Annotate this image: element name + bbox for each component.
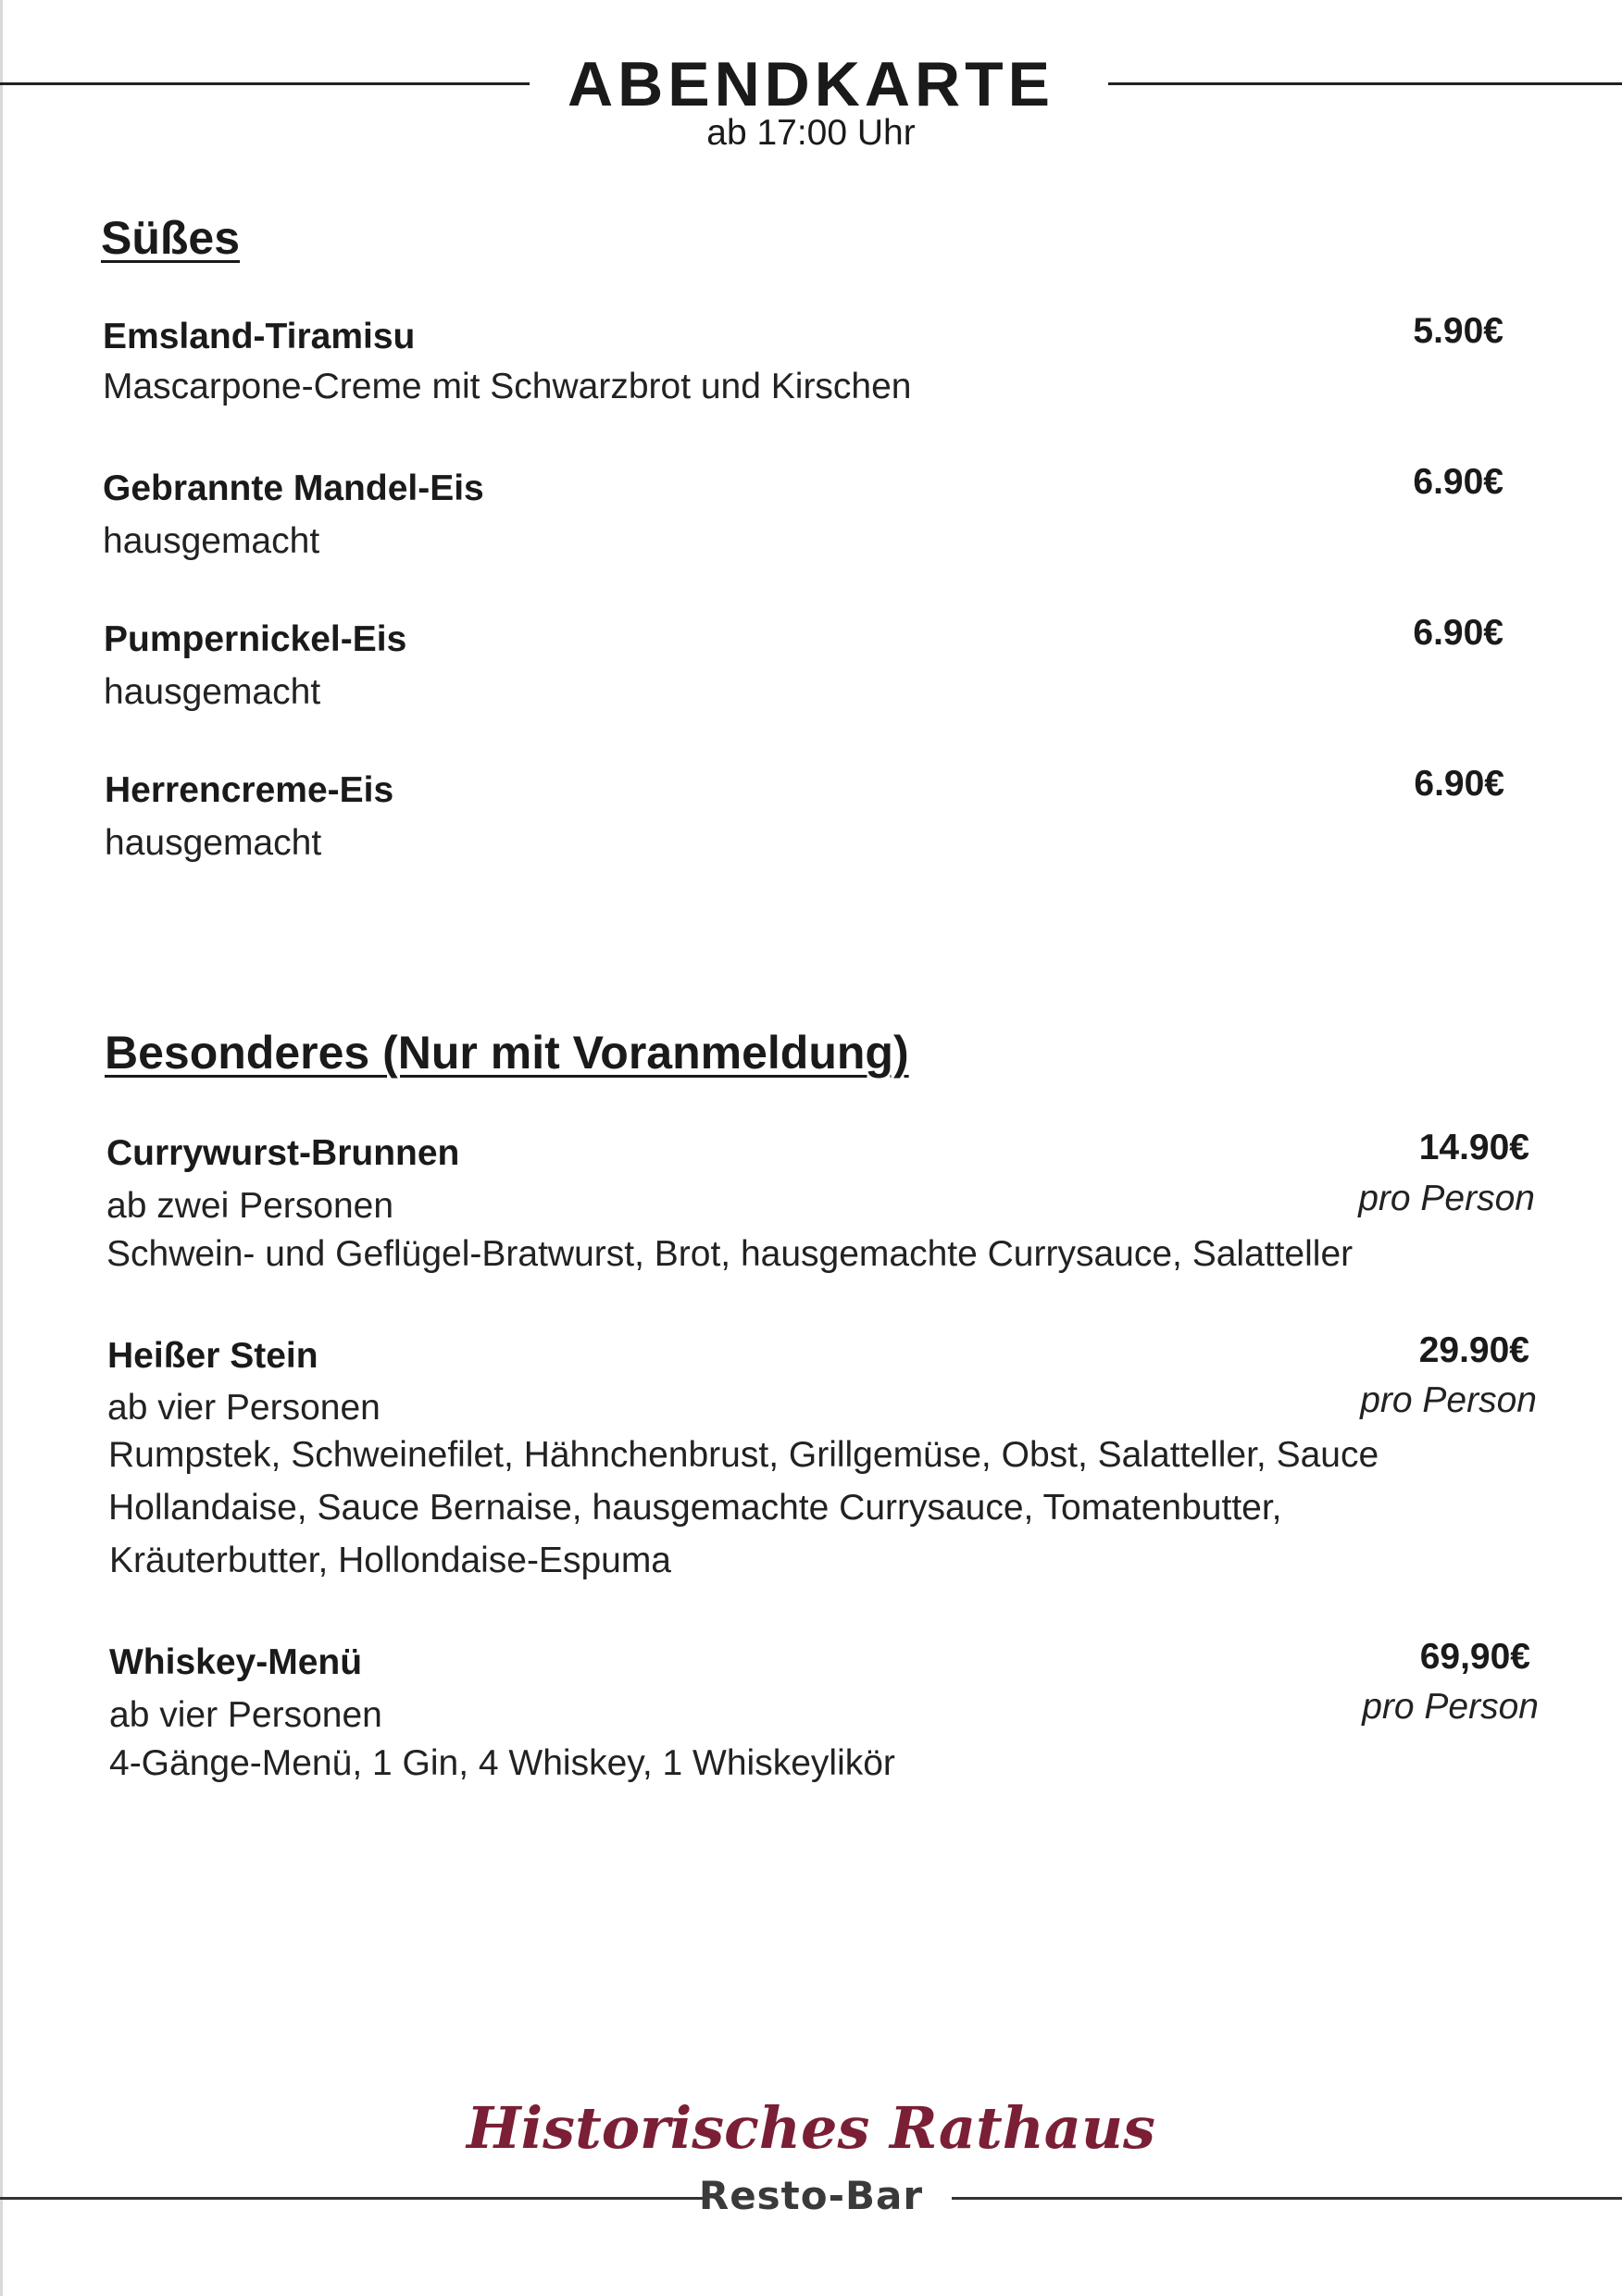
- logo-subtitle: Resto-Bar: [698, 2173, 924, 2218]
- section-heading-suesses: Süßes: [101, 212, 241, 264]
- menu-item-persons: ab zwei Personen: [106, 1186, 394, 1226]
- menu-item-name: Heißer Stein: [107, 1336, 318, 1376]
- menu-item-price: 69,90€: [1419, 1637, 1530, 1677]
- menu-item-description: Mascarpone-Creme mit Schwarzbrot und Kirschen: [103, 367, 912, 406]
- menu-item-description: hausgemacht: [104, 672, 321, 712]
- menu-item-description: 4-Gänge-Menü, 1 Gin, 4 Whiskey, 1 Whiskeylikör: [109, 1743, 895, 1783]
- menu-item-name: Gebrannte Mandel-Eis: [103, 468, 484, 508]
- menu-item-per-person: pro Person: [1360, 1380, 1537, 1420]
- menu-item-price: 29.90€: [1418, 1330, 1529, 1370]
- page-title: ABENDKARTE: [568, 49, 1054, 119]
- menu-item-price: 6.90€: [1414, 764, 1504, 804]
- menu-item-per-person: pro Person: [1358, 1179, 1535, 1218]
- menu-item-price: 6.90€: [1413, 613, 1503, 653]
- menu-item-description: Hollandaise, Sauce Bernaise, hausgemachte Currysauce, Tomatenbutter,: [108, 1488, 1282, 1528]
- logo-text: Historisches Rathaus: [467, 2094, 1155, 2162]
- menu-item-per-person: pro Person: [1362, 1687, 1539, 1727]
- menu-item-name: Currywurst-Brunnen: [106, 1133, 460, 1173]
- page-subtitle: ab 17:00 Uhr: [706, 113, 916, 153]
- menu-item-name: Pumpernickel-Eis: [104, 619, 407, 659]
- section-heading-besonderes: Besonderes (Nur mit Voranmeldung): [105, 1027, 909, 1079]
- menu-item-name: Herrencreme-Eis: [105, 770, 394, 810]
- menu-item-price: 14.90€: [1418, 1128, 1529, 1167]
- menu-item-persons: ab vier Personen: [107, 1388, 381, 1428]
- menu-item-description: Kräuterbutter, Hollondaise-Espuma: [109, 1541, 671, 1580]
- menu-item-name: Emsland-Tiramisu: [103, 317, 416, 356]
- menu-item-description: hausgemacht: [103, 521, 320, 561]
- menu-item-description: hausgemacht: [105, 823, 322, 863]
- page-edge-shadow: [0, 0, 3, 2296]
- restaurant-logo: [0, 2094, 1622, 2162]
- menu-item-description: Schwein- und Geflügel-Bratwurst, Brot, hausgemachte Currysauce, Salatteller: [106, 1234, 1354, 1274]
- menu-item-price: 5.90€: [1413, 311, 1503, 351]
- menu-item-name: Whiskey-Menü: [109, 1642, 363, 1682]
- menu-item-persons: ab vier Personen: [109, 1695, 382, 1735]
- menu-item-price: 6.90€: [1413, 462, 1503, 502]
- menu-item-description: Rumpstek, Schweinefilet, Hähnchenbrust, Grillgemüse, Obst, Salatteller, Sauce: [108, 1435, 1379, 1475]
